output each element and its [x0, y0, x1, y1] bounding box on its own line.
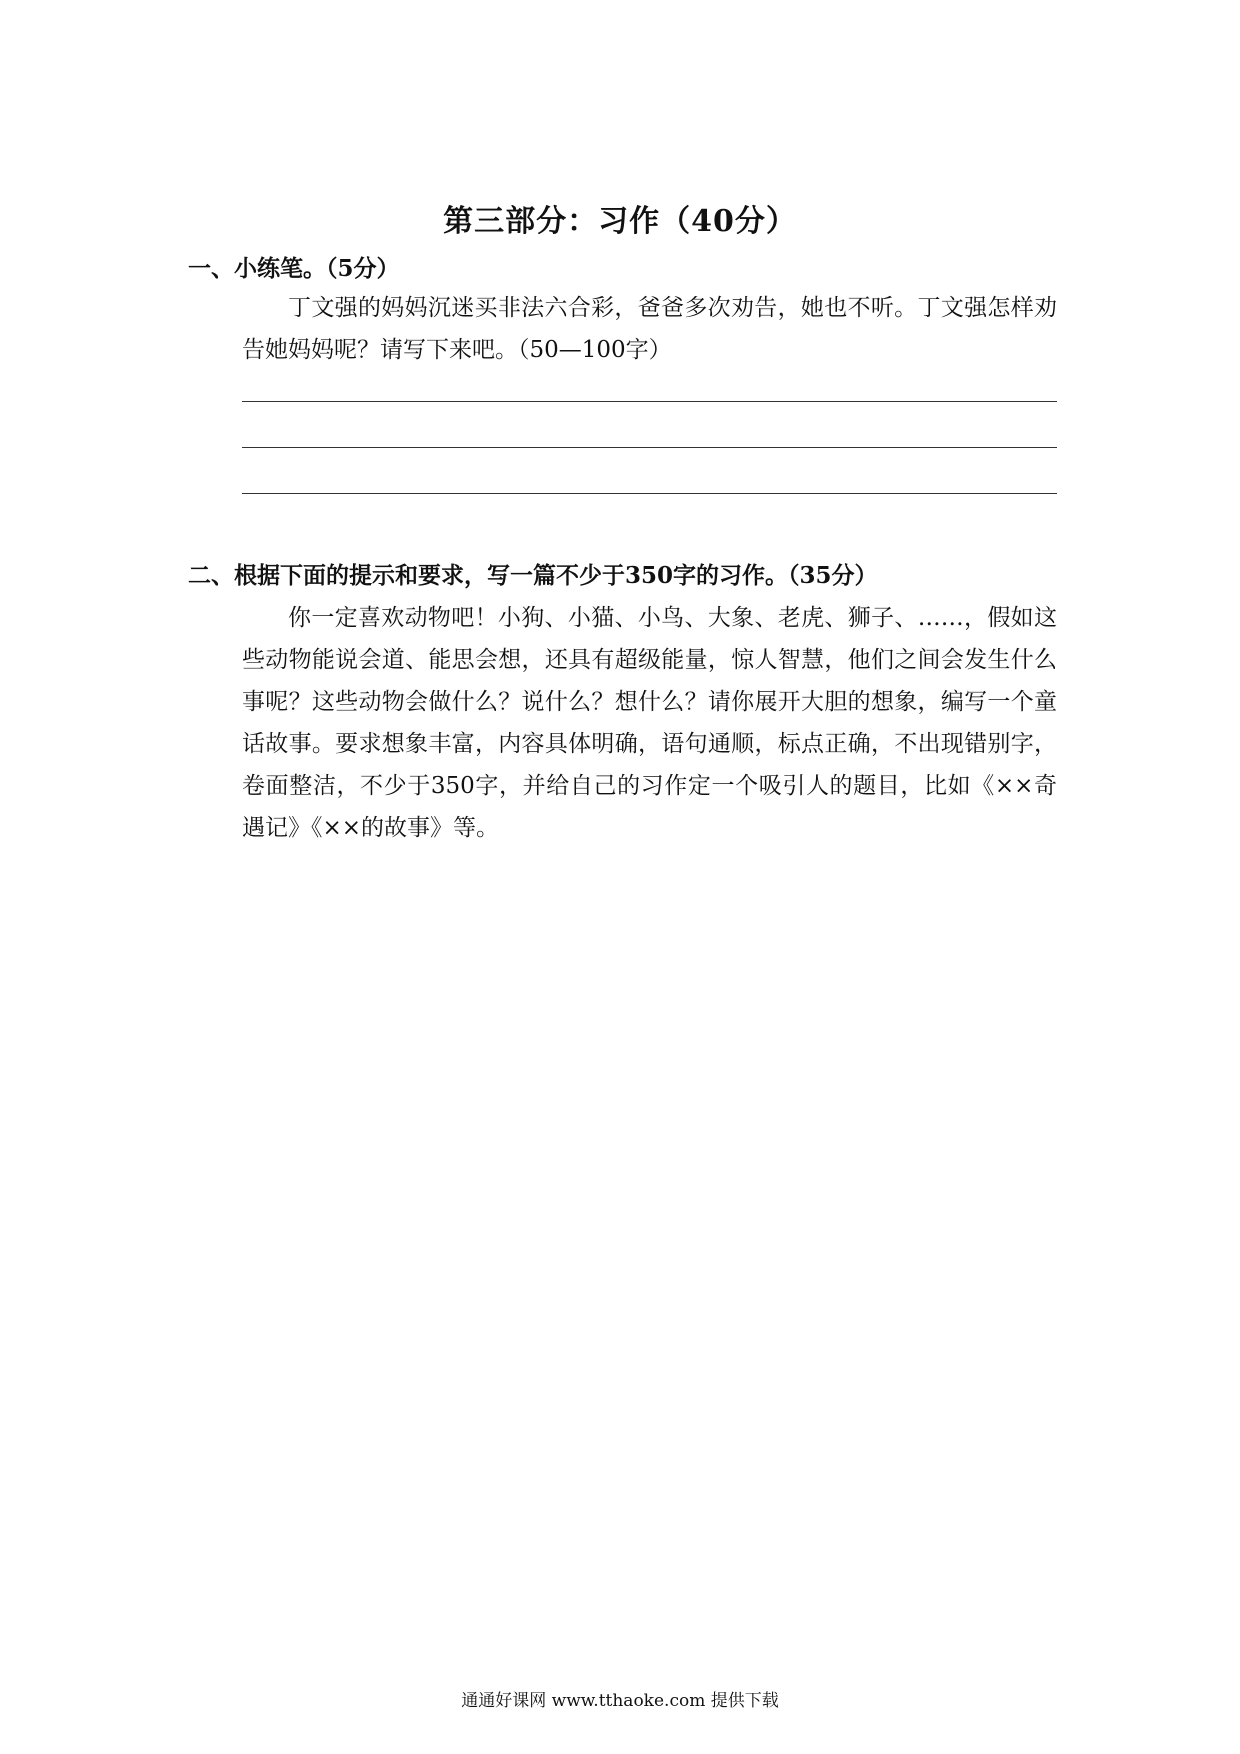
page-title: 第三部分：习作（40分） — [443, 204, 797, 239]
answer-line[interactable] — [242, 492, 1057, 494]
footer-source: 通通好课网 www.tthaoke.com 提供下载 — [461, 1691, 779, 1711]
section-2-prompt: 你一定喜欢动物吧！小狗、小猫、小鸟、大象、老虎、狮子、……，假如这些动物能说会道、能思会想，还具有超级能量，惊人智慧，他们之间会发生什么事呢？这些动物会做什么？说什么？想什么？请你展开大胆的想象，编写一个童话故事。要求想象丰富，内容具体明确，语句通顺，标点正确，不出现错别字，卷面整洁，不少于350字，并给自己的习作定一个吸引人的题目，比如《××奇遇记》《××的故事》等。 — [242, 605, 1057, 841]
answer-line[interactable] — [242, 400, 1057, 402]
answer-lines — [242, 400, 1057, 538]
section-1-heading: 一、小练笔。（5分） — [188, 255, 400, 282]
answer-line[interactable] — [242, 446, 1057, 448]
section-1-prompt: 丁文强的妈妈沉迷买非法六合彩，爸爸多次劝告，她也不听。丁文强怎样劝告她妈妈呢？请写下来吧。（50—100字） — [242, 295, 1057, 363]
section-2-heading: 二、根据下面的提示和要求，写一篇不少于350字的习作。（35分） — [188, 562, 878, 589]
